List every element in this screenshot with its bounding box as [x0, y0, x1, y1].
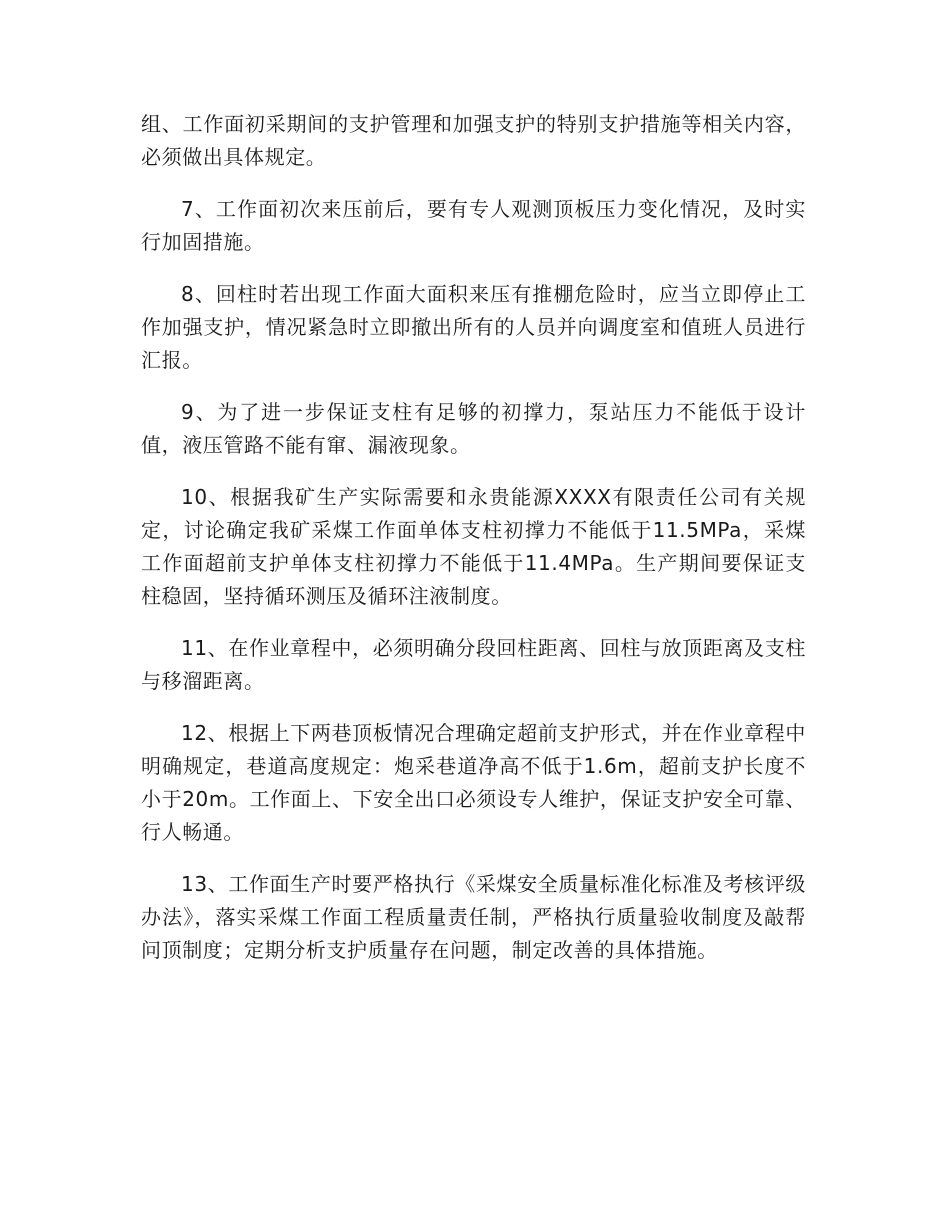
paragraph-continuation: 组、工作面初采期间的支护管理和加强支护的特别支护措施等相关内容，必须做出具体规定。: [141, 112, 806, 169]
paragraph-item-11: 11、在作业章程中，必须明确分段回柱距离、回柱与放顶距离及支柱与移溜距离。: [141, 636, 806, 693]
paragraph-item-10: 10、根据我矿生产实际需要和永贵能源XXXX有限责任公司有关规定，讨论确定我矿采煤工作面单体支柱初撑力不能低于11.5MPa，采煤工作面超前支护单体支柱初撑力不能低于11.4MPa。生产期间要保证支柱稳固，坚持循环测压及循环注液制度。: [141, 485, 806, 608]
paragraph-item-12: 12、根据上下两巷顶板情况合理确定超前支护形式，并在作业章程中明确规定，巷道高度规定：炮采巷道净高不低于1.6m，超前支护长度不小于20m。工作面上、下安全出口必须设专人维护，保证支护安全可靠、行人畅通。: [141, 721, 806, 844]
paragraph-item-8: 8、回柱时若出现工作面大面积来压有推棚危险时，应当立即停止工作加强支护，情况紧急时立即撤出所有的人员并向调度室和值班人员进行汇报。: [141, 282, 806, 372]
paragraph-item-7: 7、工作面初次来压前后，要有专人观测顶板压力变化情况，及时实行加固措施。: [141, 197, 806, 254]
paragraph-item-9: 9、为了进一步保证支柱有足够的初撑力，泵站压力不能低于设计值，液压管路不能有窜、漏液现象。: [141, 400, 806, 457]
paragraph-item-13: 13、工作面生产时要严格执行《采煤安全质量标准化标准及考核评级办法》，落实采煤工作面工程质量责任制，严格执行质量验收制度及敲帮问顶制度；定期分析支护质量存在问题，制定改善的具体措施。: [141, 872, 806, 962]
document-body: [141, 108, 806, 986]
